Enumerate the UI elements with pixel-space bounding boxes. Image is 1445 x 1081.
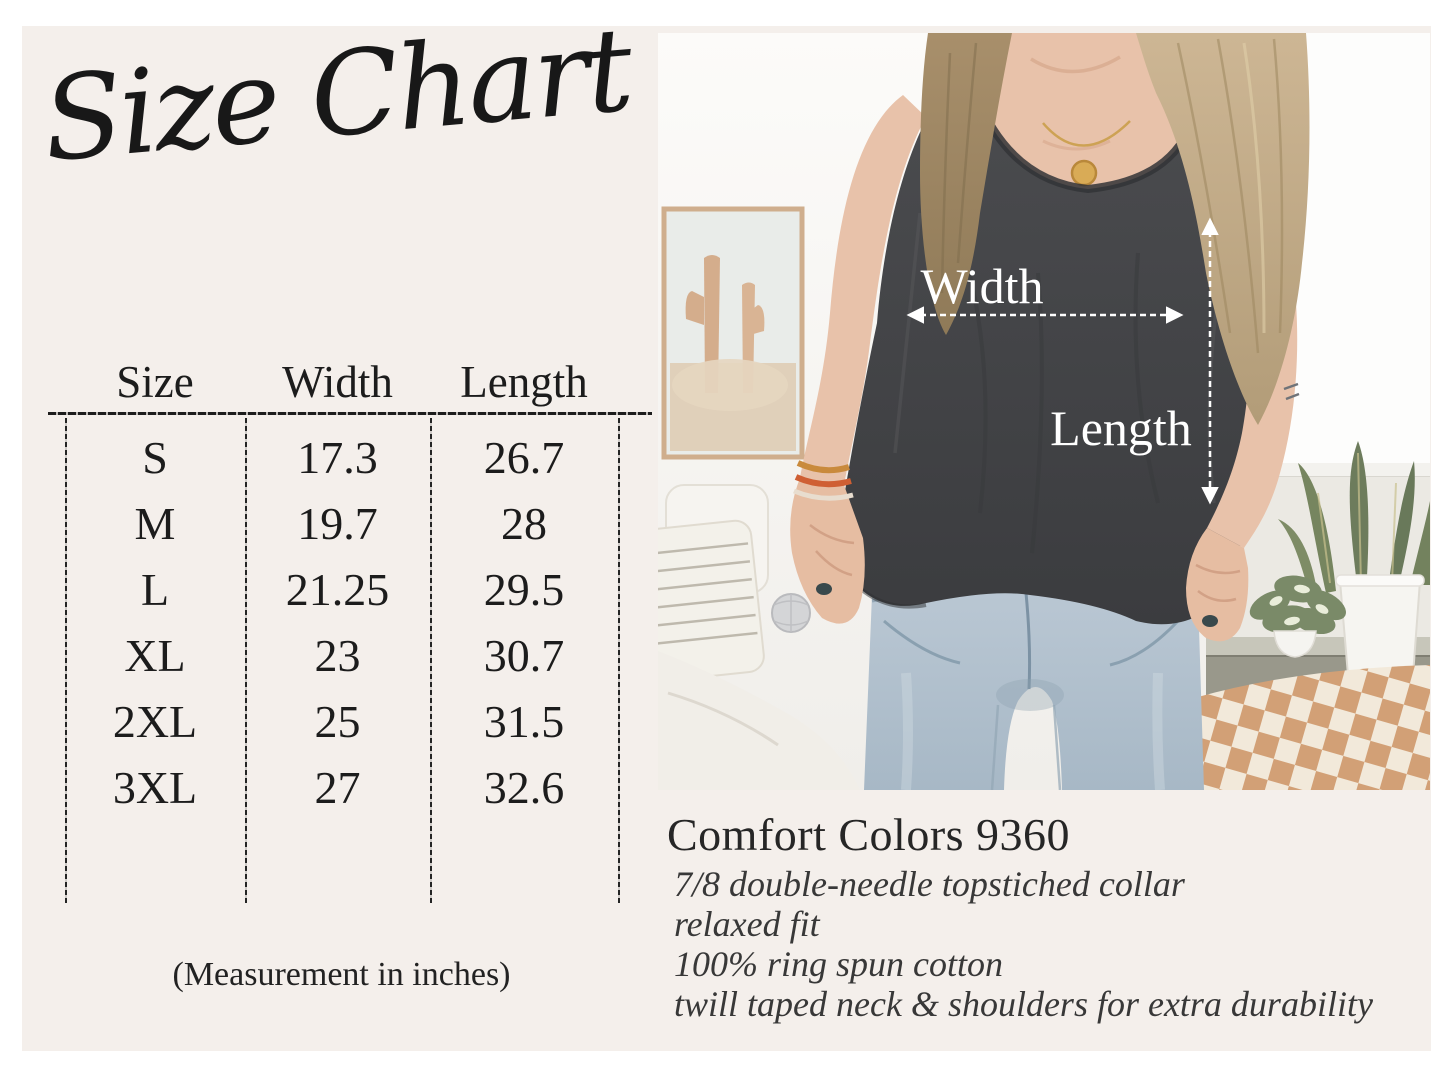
column-header-size: Size [116,357,194,407]
cell-size: M [134,497,176,549]
product-photo [658,33,1430,790]
painted-nail [1202,615,1218,627]
photo-illustration [658,33,1430,790]
cell-length: 31.5 [483,695,565,747]
cell-width: 19.7 [297,497,378,549]
feature-line: 7/8 double-needle topstiched collar [674,864,1185,904]
page-title: Size Chart [37,2,636,189]
cell-length: 29.5 [483,563,565,615]
cell-length: 26.7 [483,431,565,483]
cell-width: 27 [314,761,361,813]
cell-width: 21.25 [285,563,390,615]
cell-size: 3XL [112,761,198,813]
cream-canvas [22,2,1431,1051]
cell-length: 32.6 [483,761,565,813]
painted-nail [816,583,832,595]
size-table [65,424,618,820]
cell-length: 28 [501,497,547,549]
table-vertical-rule [618,418,620,903]
product-features [674,864,1373,1024]
table-row [65,490,618,556]
table-row [65,424,618,490]
cactus-wall-art [664,209,802,457]
feature-line: twill taped neck & shoulders for extra durability [674,984,1373,1024]
measurement-note: (Measurement in inches) [172,956,511,993]
width-label: Width [920,258,1044,314]
length-label: Length [1050,400,1192,456]
table-row [65,556,618,622]
cell-length: 30.7 [483,629,565,681]
product-name: Comfort Colors 9360 [667,809,1071,860]
table-row [65,688,618,754]
table-row [65,754,618,820]
feature-line: relaxed fit [674,904,820,944]
cell-size: L [140,563,170,615]
column-header-width: Width [282,357,393,407]
necklace-pendant [1072,161,1096,185]
cell-size: S [142,431,168,483]
table-row [65,622,618,688]
table-header-row [65,356,618,408]
cell-size: 2XL [112,695,198,747]
column-header-length: Length [460,357,588,407]
cell-width: 17.3 [297,431,378,483]
table-header-rule [48,412,652,415]
cell-size: XL [124,629,186,681]
cell-width: 25 [314,695,361,747]
feature-line: 100% ring spun cotton [674,944,1003,984]
cell-width: 23 [314,629,361,681]
